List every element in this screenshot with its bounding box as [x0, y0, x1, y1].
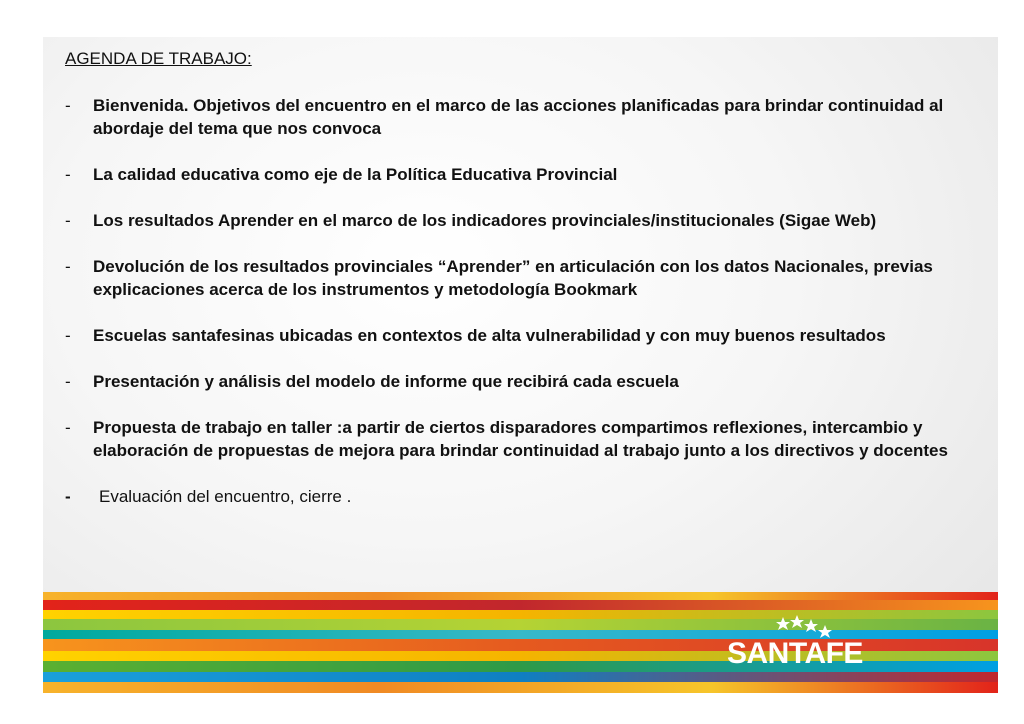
- slide: [43, 37, 998, 693]
- agenda-item: [65, 255, 990, 301]
- agenda-item: [65, 324, 990, 347]
- agenda-item-text: Bienvenida. Objetivos del encuentro en el marco de las acciones planificadas para brindar continuidad al abordaje del tema que nos convoca: [93, 96, 944, 138]
- santafe-logo: [723, 615, 863, 675]
- bullet-dash: -: [65, 487, 71, 506]
- agenda-item-text: Los resultados Aprender en el marco de los indicadores provinciales/institucionales (Sigae Web): [93, 211, 877, 230]
- agenda-item: [65, 416, 990, 462]
- agenda-item: [65, 94, 990, 140]
- bullet-dash: -: [65, 165, 71, 184]
- agenda-item: [65, 485, 990, 508]
- bullet-dash: -: [65, 326, 71, 345]
- agenda-item-text: La calidad educativa como eje de la Política Educativa Provincial: [93, 165, 618, 184]
- bullet-dash: -: [65, 96, 71, 115]
- agenda-item: [65, 370, 990, 393]
- agenda-item-text: Evaluación del encuentro, cierre .: [99, 487, 352, 506]
- agenda-item-text: Escuelas santafesinas ubicadas en contextos de alta vulnerabilidad y con muy buenos resultados: [93, 326, 886, 345]
- agenda-item-text: Propuesta de trabajo en taller :a partir de ciertos disparadores compartimos reflexiones, intercambio y elaboración de propuestas de mejora para brindar continuidad al trabajo junto a los directivos y docentes: [93, 418, 948, 460]
- agenda-item-text: Devolución de los resultados provinciales “Aprender” en articulación con los datos Nacionales, previas explicaciones acerca de los instrumentos y metodología Bookmark: [93, 257, 933, 299]
- agenda-item: [65, 209, 990, 232]
- agenda-item: [65, 163, 990, 186]
- agenda-content: [65, 48, 990, 531]
- bullet-dash: -: [65, 372, 71, 391]
- bullet-dash: -: [65, 418, 71, 437]
- agenda-title: AGENDA DE TRABAJO:: [65, 49, 252, 68]
- agenda-item-text: Presentación y análisis del modelo de informe que recibirá cada escuela: [93, 372, 679, 391]
- bullet-dash: -: [65, 257, 71, 276]
- bullet-dash: -: [65, 211, 71, 230]
- logo-text: SANTAFE: [727, 637, 863, 670]
